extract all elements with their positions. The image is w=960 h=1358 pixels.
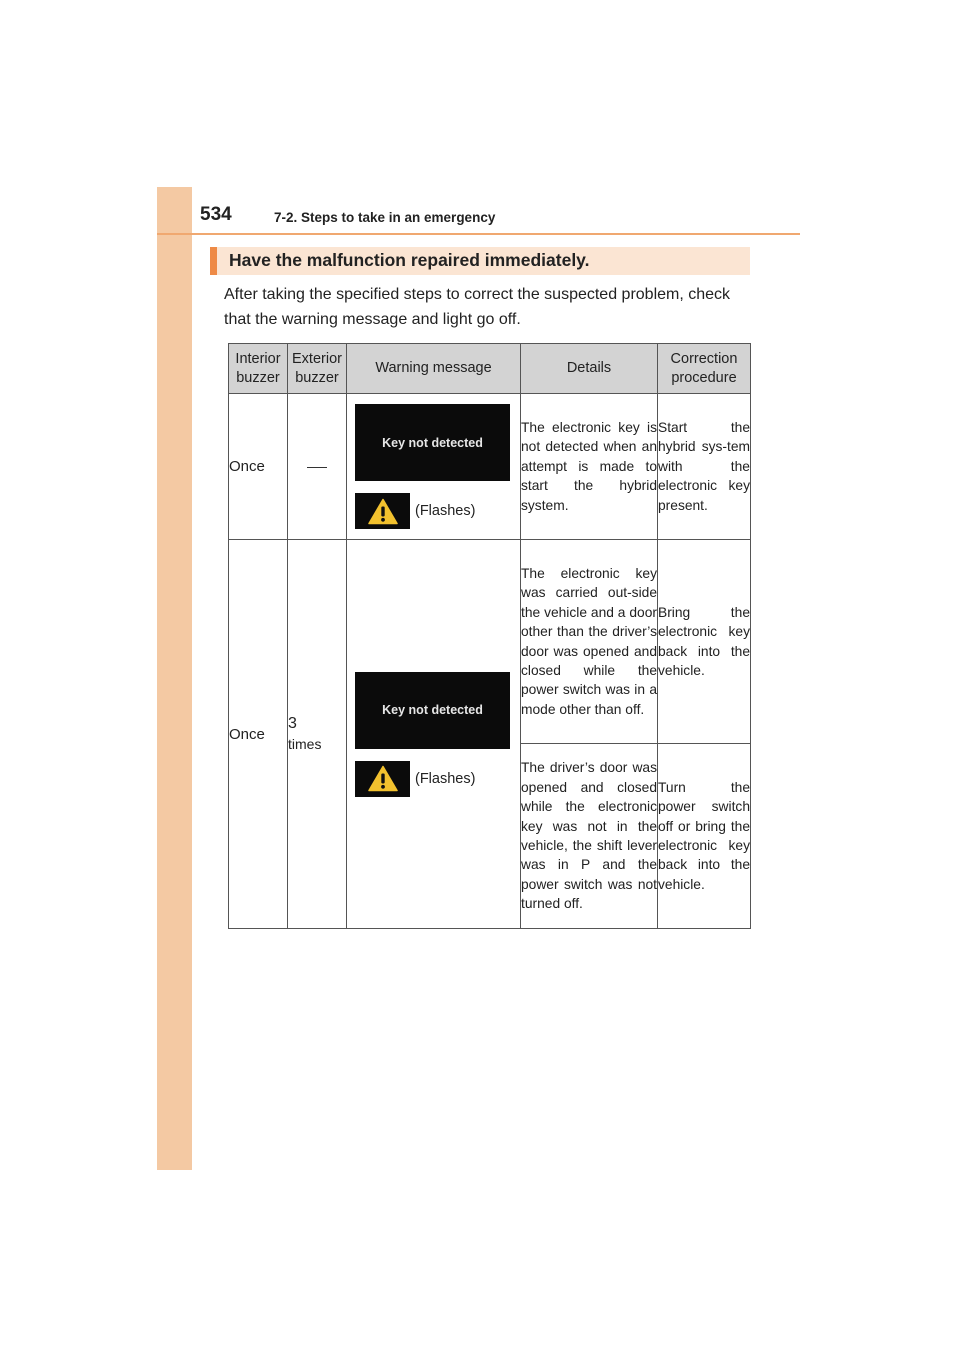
intro-paragraph: After taking the specified steps to correct the suspected problem, check that the warning message and light go off. (224, 286, 731, 328)
header-interior-buzzer: Interior buzzer (229, 344, 288, 394)
header-divider (157, 233, 800, 235)
details-cell: The electronic key was carried out-side the vehicle and a door other than the driver’s door was opened and closed while the power switch was in a mode other than off. (521, 540, 658, 744)
warning-table (228, 343, 751, 929)
correction-cell: Bring the electronic key back into the vehicle. (658, 540, 751, 744)
warning-light (355, 761, 410, 797)
dash-mark (307, 467, 327, 468)
side-tab-bar (157, 187, 192, 1170)
warning-light (355, 493, 410, 529)
message-display-text: Key not detected (382, 435, 483, 450)
warning-message-cell (347, 540, 521, 929)
message-display-text: Key not detected (382, 703, 483, 717)
subheading: Have the malfunction repaired immediately. (229, 250, 590, 270)
table-header-row (229, 344, 751, 394)
correction-cell: Turn the power switch off or bring the electronic key back into the vehicle. (658, 744, 751, 929)
message-display (355, 404, 510, 481)
interior-buzzer-cell: Once (229, 394, 288, 540)
warning-triangle-icon (368, 765, 398, 792)
header-details: Details (521, 344, 658, 394)
details-cell: The electronic key is not detected when an attempt is made to start the hybrid system. (521, 394, 658, 540)
header-correction: Correction procedure (658, 344, 751, 394)
details-cell: The driver’s door was opened and closed while the electronic key was not in the vehicle, the shift lever was in P and the power switch was not turned off. (521, 744, 658, 929)
subheading-band (210, 247, 750, 275)
exterior-buzzer-cell (288, 540, 347, 929)
warning-triangle-icon (368, 498, 398, 525)
flashes-label: (Flashes) (415, 770, 476, 787)
header-exterior-buzzer: Exterior buzzer (288, 344, 347, 394)
warning-light-row (355, 761, 520, 797)
message-display (355, 672, 510, 749)
exterior-buzzer-unit: times (288, 736, 322, 752)
correction-cell: Start the hybrid sys-tem with the electronic key present. (658, 394, 751, 540)
exterior-buzzer-count: 3 (288, 715, 297, 732)
table-row (229, 540, 751, 744)
interior-buzzer-cell: Once (229, 540, 288, 929)
warning-message-cell (347, 394, 521, 540)
table-row (229, 394, 751, 540)
section-title: 7-2. Steps to take in an emergency (274, 210, 496, 225)
page-number: 534 (200, 204, 232, 225)
header-warning-message: Warning message (347, 344, 521, 394)
exterior-buzzer-cell (288, 394, 347, 540)
flashes-label: (Flashes) (415, 503, 476, 519)
warning-light-row (355, 493, 520, 529)
